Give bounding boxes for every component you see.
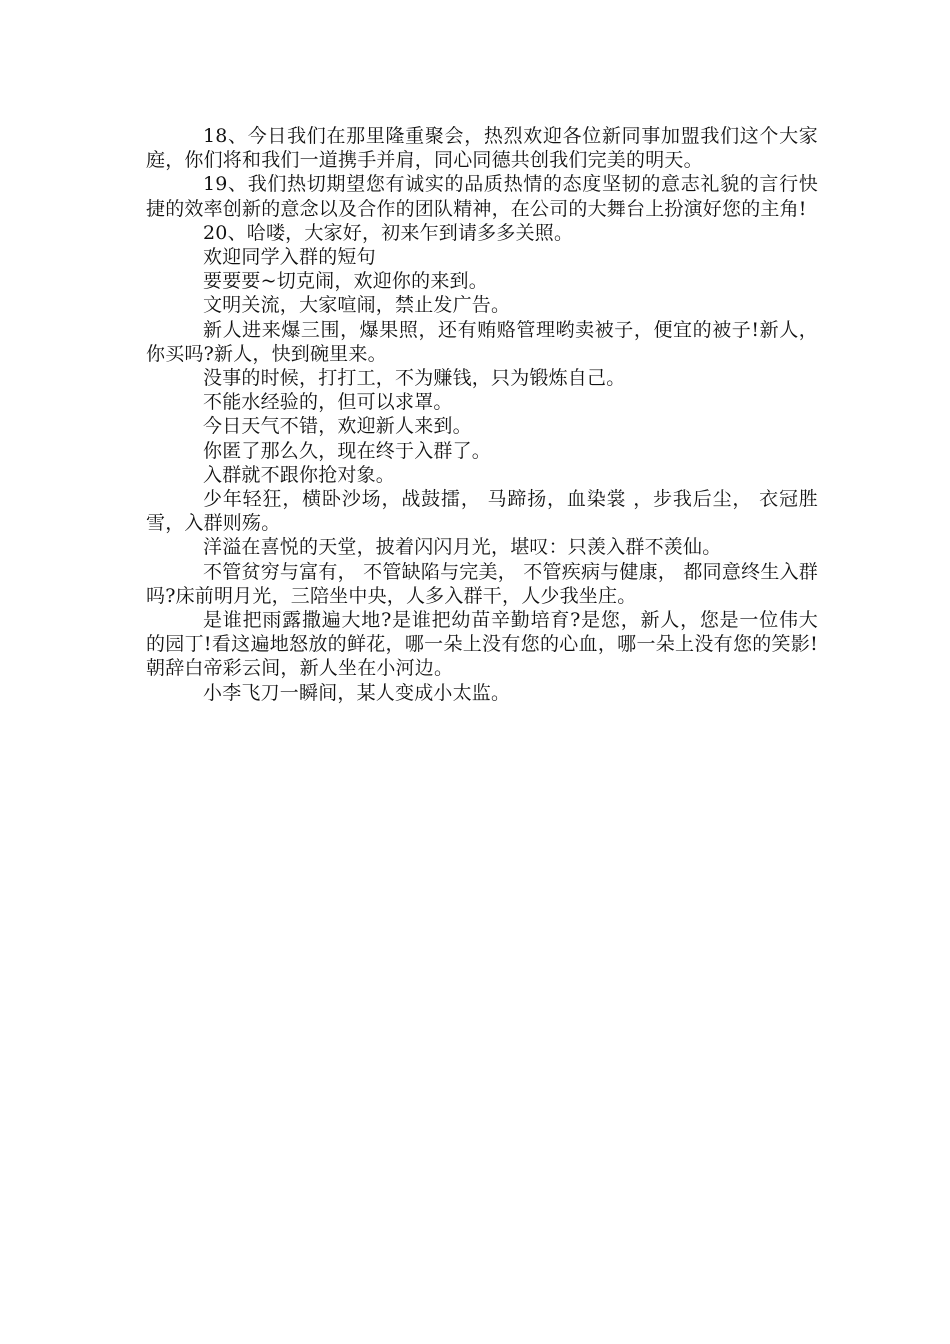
document-body xyxy=(146,124,818,705)
paragraph: 是谁把雨露撒遍大地?是谁把幼苗辛勤培育?是您，新人，您是一位伟大的园丁!看这遍地怒放的鲜花，哪一朵上没有您的心血，哪一朵上没有您的笑影!朝辞白帝彩云间，新人坐在小河边。 xyxy=(146,609,818,680)
paragraph: 没事的时候，打打工，不为赚钱，只为锻炼自己。 xyxy=(203,367,626,390)
paragraph-20: 20、哈喽，大家好，初来乍到请多多关照。 xyxy=(203,221,574,244)
paragraph: 小李飞刀一瞬间，某人变成小太监。 xyxy=(203,681,511,704)
paragraph: 新人进来爆三围，爆果照，还有贿赂管理哟卖被子，便宜的被子!新人，你买吗?新人，快到碗里来。 xyxy=(146,318,818,365)
paragraph: 不能水经验的，但可以求罩。 xyxy=(203,391,453,414)
paragraph: 你匿了那么久，现在终于入群了。 xyxy=(203,439,492,462)
paragraph: 入群就不跟你抢对象。 xyxy=(203,463,396,486)
paragraph: 要要要~切克闹，欢迎你的来到。 xyxy=(203,270,488,293)
paragraph: 少年轻狂，横卧沙场，战鼓擂， 马蹄扬，血染裳 ，步我后尘， 衣冠胜雪，入群则殇。 xyxy=(146,488,818,535)
paragraph-18: 18、今日我们在那里隆重聚会，热烈欢迎各位新同事加盟我们这个大家庭，你们将和我们一道携手并肩，同心同德共创我们完美的明天。 xyxy=(146,125,818,172)
paragraph: 今日天气不错，欢迎新人来到。 xyxy=(203,415,472,438)
paragraph: 洋溢在喜悦的天堂，披着闪闪月光，堪叹：只羡入群不羡仙。 xyxy=(203,536,722,559)
section-heading: 欢迎同学入群的短句 xyxy=(203,246,376,269)
paragraph-19: 19、我们热切期望您有诚实的品质热情的态度坚韧的意志礼貌的言行快捷的效率创新的意念以及合作的团队精神，在公司的大舞台上扮演好您的主角! xyxy=(146,173,818,220)
paragraph: 不管贫穷与富有， 不管缺陷与完美， 不管疾病与健康， 都同意终生入群吗?床前明月光，三陪坐中央，人多入群干，人少我坐庄。 xyxy=(146,560,818,607)
paragraph: 文明关流，大家喧闹，禁止发广告。 xyxy=(203,294,511,317)
